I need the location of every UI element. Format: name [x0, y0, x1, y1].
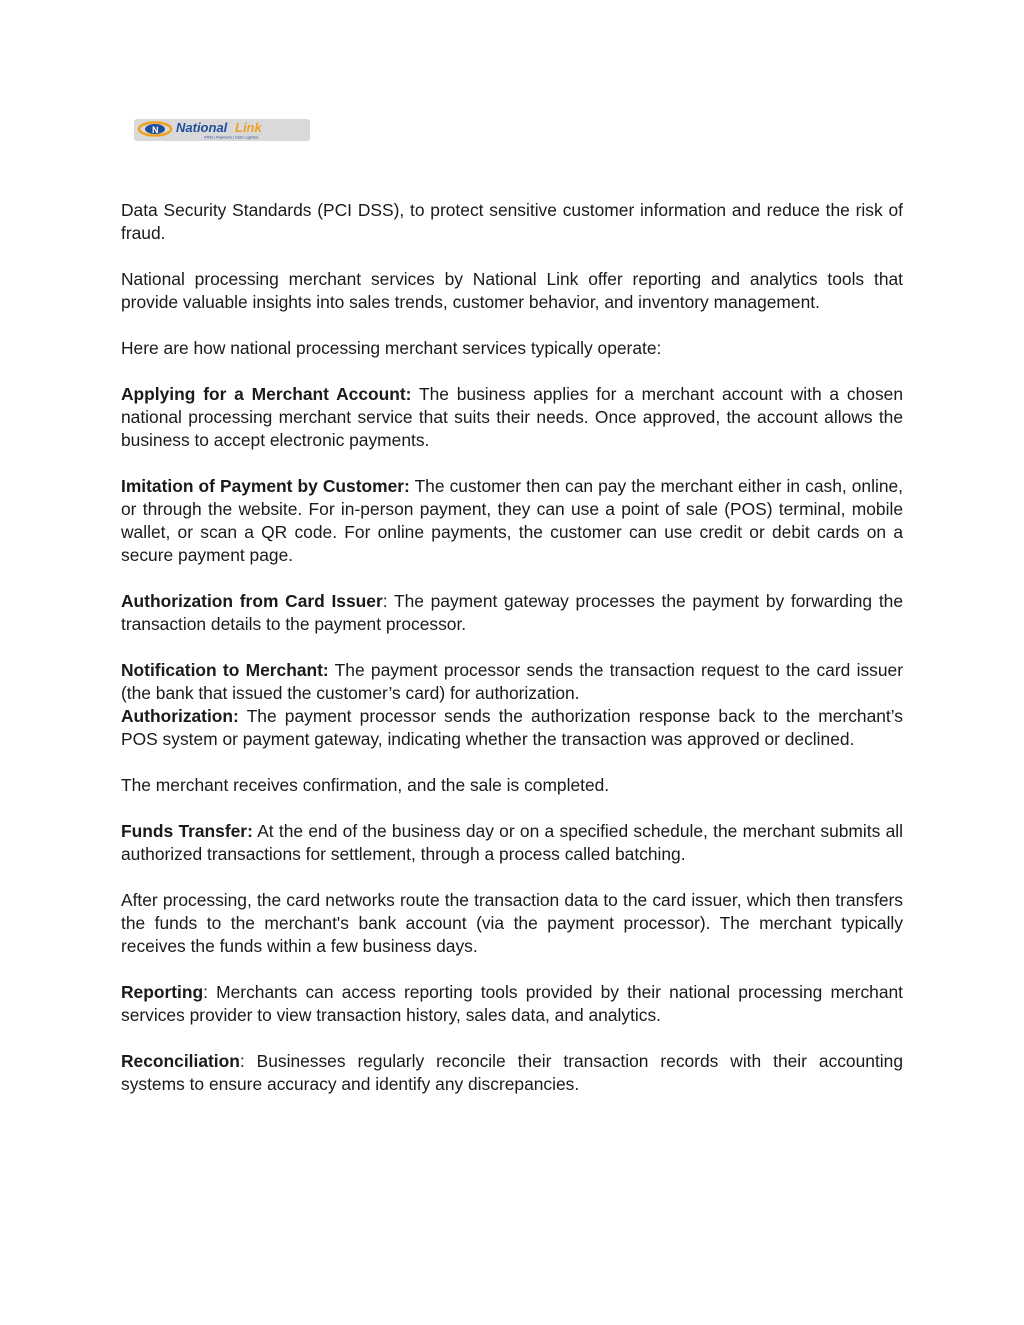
heading-funds-transfer: Funds Transfer:: [121, 821, 253, 841]
heading-notification-merchant: Notification to Merchant:: [121, 660, 329, 680]
logo-tagline: ATMs | Payments | Cash Logistics: [204, 135, 259, 140]
heading-reporting: Reporting: [121, 982, 204, 1002]
logo-brand-national: National: [176, 120, 228, 135]
text-reconciliation: : Businesses regularly reconcile their transaction records with their accounting systems to ensure accuracy and identify any discrepancies.: [121, 1051, 903, 1094]
paragraph-authorization: [121, 705, 903, 751]
text-funds-transfer: At the end of the business day or on a specified schedule, the merchant submits all authorized transactions for settlement, through a process called batching.: [121, 821, 903, 864]
heading-authorization: Authorization:: [121, 706, 239, 726]
text-payment-by-customer: The customer then can pay the merchant either in cash, online, or through the website. For in-person payment, they can use a point of sale (POS) terminal, mobile wallet, or scan a QR code. For online payments, the customer can use credit or debit cards on a secure payment page.: [121, 476, 903, 565]
heading-applying-merchant-account: Applying for a Merchant Account:: [121, 384, 412, 404]
svg-text:N: N: [152, 125, 159, 135]
paragraph-intro-operation: Here are how national processing merchant services typically operate:: [121, 338, 662, 358]
nationallink-logo: [134, 119, 310, 141]
heading-payment-by-customer: Imitation of Payment by Customer:: [121, 476, 410, 496]
logo-brand-link: Link: [235, 120, 262, 135]
text-reporting: : Merchants can access reporting tools provided by their national processing merchant services provider to view transaction history, sales data, and analytics.: [121, 982, 903, 1025]
paragraph-confirmation: The merchant receives confirmation, and the sale is completed.: [121, 775, 610, 795]
nationallink-logo-graphic: [134, 119, 310, 141]
text-notification-merchant: The payment processor sends the transaction request to the card issuer (the bank that issued the customer’s card) for authorization.: [121, 660, 903, 703]
paragraph-payment-by-customer: [121, 475, 903, 567]
paragraph-pci-dss: Data Security Standards (PCI DSS), to protect sensitive customer information and reduce the risk of fraud.: [121, 200, 903, 243]
heading-reconciliation: Reconciliation: [121, 1051, 240, 1071]
paragraph-after-processing: After processing, the card networks route the transaction data to the card issuer, which then transfers the funds to the merchant's bank account (via the payment processor). The merchant typically receives the funds within a few business days.: [121, 890, 903, 956]
document-body: [121, 199, 903, 1119]
paragraph-funds-transfer: [121, 820, 903, 866]
paragraph-authorization-card-issuer: [121, 590, 903, 636]
paragraph-notification-merchant: [121, 659, 903, 705]
heading-authorization-card-issuer: Authorization from Card Issuer: [121, 591, 383, 611]
text-authorization: The payment processor sends the authorization response back to the merchant’s POS system or payment gateway, indicating whether the transaction was approved or declined.: [121, 706, 903, 749]
paragraph-reporting: [121, 981, 903, 1027]
paragraph-reporting-analytics: National processing merchant services by National Link offer reporting and analytics tools that provide valuable insights into sales trends, customer behavior, and inventory management.: [121, 269, 903, 312]
text-applying-merchant-account: The business applies for a merchant account with a chosen national processing merchant service that suits their needs. Once approved, the account allows the business to accept electronic payments.: [121, 384, 903, 450]
paragraph-reconciliation: [121, 1050, 903, 1096]
text-authorization-card-issuer: : The payment gateway processes the payment by forwarding the transaction details to the payment processor.: [121, 591, 903, 634]
paragraph-applying-merchant-account: [121, 383, 903, 452]
